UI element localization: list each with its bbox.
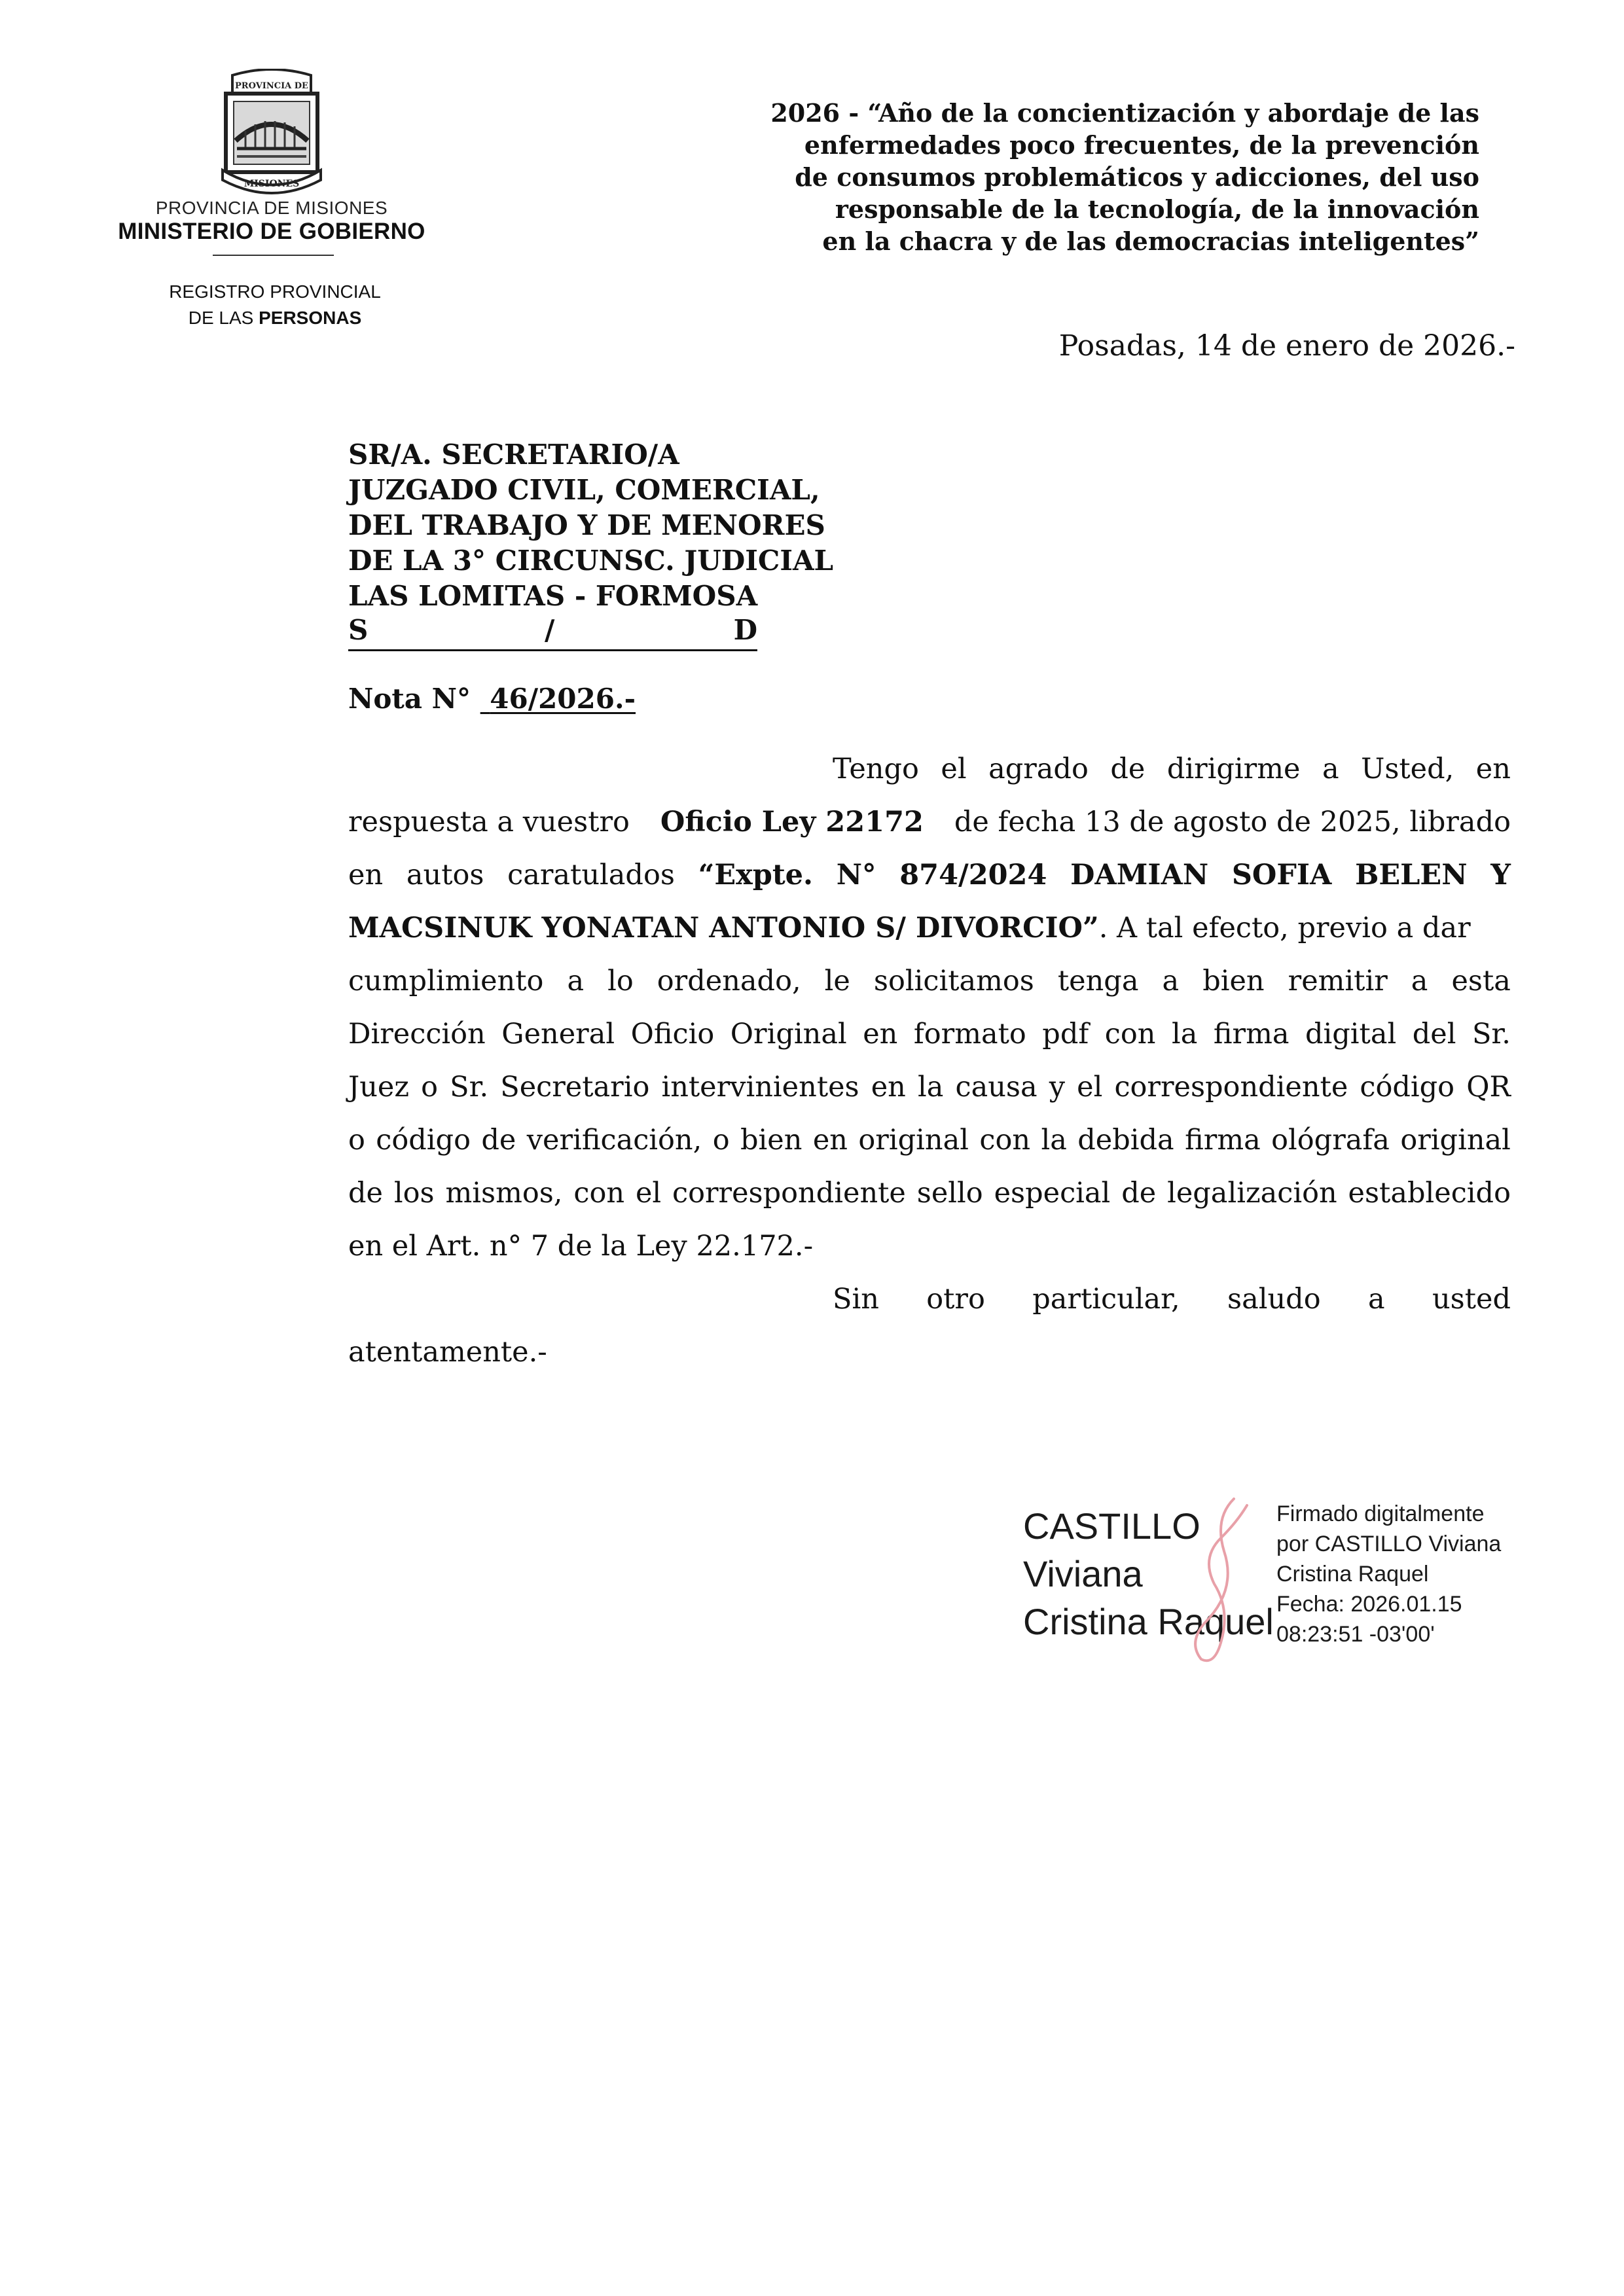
case-word: 874/2024 bbox=[899, 859, 1047, 891]
registry-line-2-bold: PERSONAS bbox=[259, 308, 362, 328]
body-word: bien bbox=[1202, 965, 1265, 997]
body-word: General bbox=[501, 1018, 615, 1050]
digital-signature-info bbox=[1276, 1499, 1501, 1649]
body-word: Sr. bbox=[1471, 1018, 1511, 1050]
body-word: firma bbox=[1185, 1124, 1261, 1157]
body-word: digital bbox=[1305, 1018, 1397, 1050]
registry-line-1: REGISTRO PROVINCIAL bbox=[169, 281, 381, 302]
body-word: dirigirme bbox=[1166, 753, 1301, 785]
signature-info-line: por CASTILLO Viviana bbox=[1276, 1532, 1502, 1556]
body-line bbox=[348, 1273, 1511, 1326]
sd-d: D bbox=[733, 614, 757, 646]
body-line bbox=[348, 796, 1511, 849]
body-word: Tengo bbox=[833, 753, 919, 785]
body-word: ológrafa bbox=[1271, 1124, 1390, 1157]
registry-line-2-prefix: DE LAS bbox=[188, 308, 254, 328]
body-line bbox=[348, 1220, 1511, 1273]
addressee-block bbox=[348, 437, 833, 614]
signature-info-line: Firmado digitalmente bbox=[1276, 1501, 1485, 1526]
body-line bbox=[348, 1061, 1511, 1114]
body-word: firma bbox=[1213, 1018, 1290, 1050]
body-word: Juez bbox=[348, 1071, 410, 1103]
case-word: “Expte. bbox=[698, 859, 814, 891]
oficio-reference: Oficio Ley 22172 bbox=[660, 806, 924, 838]
body-word: autos bbox=[406, 859, 484, 891]
body-word: código bbox=[376, 1124, 471, 1157]
logo-ministry-text: MINISTERIO DE GOBIERNO bbox=[118, 219, 425, 244]
case-word: Y bbox=[1490, 859, 1511, 891]
body-word: y bbox=[1049, 1071, 1066, 1103]
body-line bbox=[348, 1008, 1511, 1061]
body-word: original bbox=[858, 1124, 969, 1157]
body-word: Usted, bbox=[1361, 753, 1454, 785]
note-number bbox=[348, 683, 636, 715]
body-word: Sin bbox=[833, 1283, 879, 1316]
body-text: de fecha 13 de agosto de 2025, librado bbox=[954, 806, 1511, 838]
digital-signature-mark bbox=[1175, 1492, 1267, 1669]
body-word: QR bbox=[1466, 1071, 1511, 1103]
body-word: establecido bbox=[1348, 1177, 1511, 1210]
body-word: la bbox=[1171, 1018, 1198, 1050]
body-word: ordenado, bbox=[657, 965, 801, 997]
body-line bbox=[348, 849, 1511, 902]
body-word: caratulados bbox=[507, 859, 675, 891]
body-word: causa bbox=[955, 1071, 1038, 1103]
body-word: verificación, bbox=[526, 1124, 702, 1157]
body-word: de bbox=[1121, 1177, 1157, 1210]
body-word: a bbox=[1162, 965, 1180, 997]
body-word: de bbox=[1110, 753, 1146, 785]
body-word: tenga bbox=[1057, 965, 1139, 997]
date-line: Posadas, 14 de enero de 2026.- bbox=[1058, 329, 1515, 363]
signature-info-line: Fecha: 2026.01.15 bbox=[1276, 1592, 1462, 1617]
body-word: Dirección bbox=[348, 1018, 486, 1050]
body-word: el bbox=[635, 1177, 662, 1210]
motto-line: de consumos problemáticos y adicciones, del uso bbox=[795, 162, 1479, 192]
registry-line-2 bbox=[105, 308, 445, 329]
case-word: SOFIA bbox=[1231, 859, 1332, 891]
body-word: a bbox=[1367, 1283, 1385, 1316]
addressee-line: LAS LOMITAS - FORMOSA bbox=[348, 580, 758, 612]
body-word: con bbox=[979, 1124, 1031, 1157]
seal-text-bottom: MISIONES bbox=[244, 179, 300, 189]
signature-ribbon-icon bbox=[1175, 1492, 1267, 1669]
logo-divider bbox=[213, 255, 334, 256]
province-seal-logo bbox=[196, 69, 347, 200]
body-word: con bbox=[1104, 1018, 1156, 1050]
body-word: el bbox=[941, 753, 967, 785]
body-word: Secretario bbox=[500, 1071, 650, 1103]
motto-line: enfermedades poco frecuentes, de la prevención bbox=[804, 130, 1479, 160]
sd-line bbox=[348, 614, 757, 651]
body-word: a bbox=[1411, 965, 1428, 997]
body-text: en el Art. n° 7 de la Ley 22.172.- bbox=[348, 1230, 814, 1263]
addressee-line: DE LA 3° CIRCUNSC. JUDICIAL bbox=[348, 545, 834, 577]
body-word: del bbox=[1412, 1018, 1456, 1050]
case-title: MACSINUK YONATAN ANTONIO S/ DIVORCIO” bbox=[348, 912, 1099, 944]
body-line bbox=[348, 1167, 1511, 1220]
body-word: el bbox=[1077, 1071, 1103, 1103]
case-word: BELEN bbox=[1355, 859, 1468, 891]
body-word: en bbox=[871, 1071, 906, 1103]
body-word: Sr. bbox=[450, 1071, 489, 1103]
body-line bbox=[348, 1114, 1511, 1167]
body-word: agrado bbox=[988, 753, 1089, 785]
body-word: a bbox=[567, 965, 585, 997]
logo-province-text: PROVINCIA DE MISIONES bbox=[155, 198, 388, 218]
body-word: Oficio bbox=[630, 1018, 715, 1050]
case-word: N° bbox=[836, 859, 876, 891]
body-word: especial bbox=[994, 1177, 1111, 1210]
body-line bbox=[348, 955, 1511, 1008]
body-line bbox=[348, 902, 1511, 955]
body-word: los bbox=[393, 1177, 435, 1210]
body-text: respuesta a vuestro bbox=[348, 806, 630, 838]
body-word: sello bbox=[916, 1177, 983, 1210]
seal-emblem-icon bbox=[196, 69, 347, 200]
body-word: esta bbox=[1451, 965, 1511, 997]
signature-info-line: Cristina Raquel bbox=[1276, 1562, 1429, 1587]
body-word: otro bbox=[926, 1283, 985, 1316]
addressee-line: DEL TRABAJO Y DE MENORES bbox=[348, 509, 825, 541]
body-word: original bbox=[1400, 1124, 1511, 1157]
body-word: con bbox=[573, 1177, 625, 1210]
body-word: cumplimiento bbox=[348, 965, 544, 997]
signature-info-line: 08:23:51 -03'00' bbox=[1276, 1622, 1435, 1647]
signature-name-line: CASTILLO bbox=[1023, 1505, 1200, 1547]
signature-name-line: Viviana bbox=[1023, 1553, 1143, 1594]
seal-text-top: PROVINCIA DE bbox=[235, 81, 308, 91]
body-word: de bbox=[481, 1124, 516, 1157]
body-word: lo bbox=[607, 965, 634, 997]
body-word: mismos, bbox=[445, 1177, 563, 1210]
body-word: la bbox=[917, 1071, 944, 1103]
body-word: solicitamos bbox=[873, 965, 1034, 997]
body-word: la bbox=[1041, 1124, 1067, 1157]
motto-line: 2026 - “Año de la concientización y abordaje de las bbox=[770, 98, 1479, 128]
sd-slash: / bbox=[545, 614, 555, 646]
addressee-line: SR/A. SECRETARIO/A bbox=[348, 439, 679, 471]
body-word: a bbox=[1322, 753, 1339, 785]
body-word: en bbox=[863, 1018, 898, 1050]
body-word: Original bbox=[730, 1018, 847, 1050]
motto-line: en la chacra y de las democracias inteligentes” bbox=[822, 226, 1479, 256]
body-line bbox=[348, 743, 1511, 796]
motto-line: responsable de la tecnología, de la innovación bbox=[835, 194, 1479, 224]
body-word: pdf bbox=[1042, 1018, 1089, 1050]
body-word: debida bbox=[1077, 1124, 1174, 1157]
body-word: legalización bbox=[1167, 1177, 1337, 1210]
body-word: particular, bbox=[1032, 1283, 1180, 1316]
body-word: o bbox=[421, 1071, 439, 1103]
body-word: correspondiente bbox=[672, 1177, 906, 1210]
body-word: formato bbox=[913, 1018, 1026, 1050]
body-word: le bbox=[824, 965, 850, 997]
body-text: . A tal efecto, previo a dar bbox=[1098, 912, 1471, 944]
note-number-text: 46/2026.- bbox=[490, 683, 636, 715]
body-word: código bbox=[1360, 1071, 1455, 1103]
body-word: remitir bbox=[1288, 965, 1388, 997]
body-word: saludo bbox=[1227, 1283, 1321, 1316]
body-word: o bbox=[348, 1124, 365, 1157]
body-text: atentamente.- bbox=[348, 1336, 547, 1369]
body-line bbox=[348, 1326, 1511, 1379]
year-motto bbox=[681, 97, 1479, 257]
body-word: en bbox=[348, 859, 384, 891]
body-word: de bbox=[348, 1177, 383, 1210]
body-word: usted bbox=[1432, 1283, 1511, 1316]
signature-name-line: Cristina Raquel bbox=[1023, 1601, 1274, 1642]
body-word: en bbox=[1475, 753, 1511, 785]
body-word: bien bbox=[740, 1124, 803, 1157]
note-number-value bbox=[480, 683, 636, 715]
body-word: correspondiente bbox=[1114, 1071, 1348, 1103]
addressee-line: JUZGADO CIVIL, COMERCIAL, bbox=[348, 474, 820, 506]
body-word: intervinientes bbox=[661, 1071, 859, 1103]
letter-body bbox=[348, 743, 1511, 1379]
note-label: Nota N° bbox=[348, 683, 471, 715]
case-word: DAMIAN bbox=[1070, 859, 1209, 891]
body-word: o bbox=[712, 1124, 730, 1157]
sd-s: S bbox=[348, 614, 369, 646]
body-word: en bbox=[812, 1124, 848, 1157]
